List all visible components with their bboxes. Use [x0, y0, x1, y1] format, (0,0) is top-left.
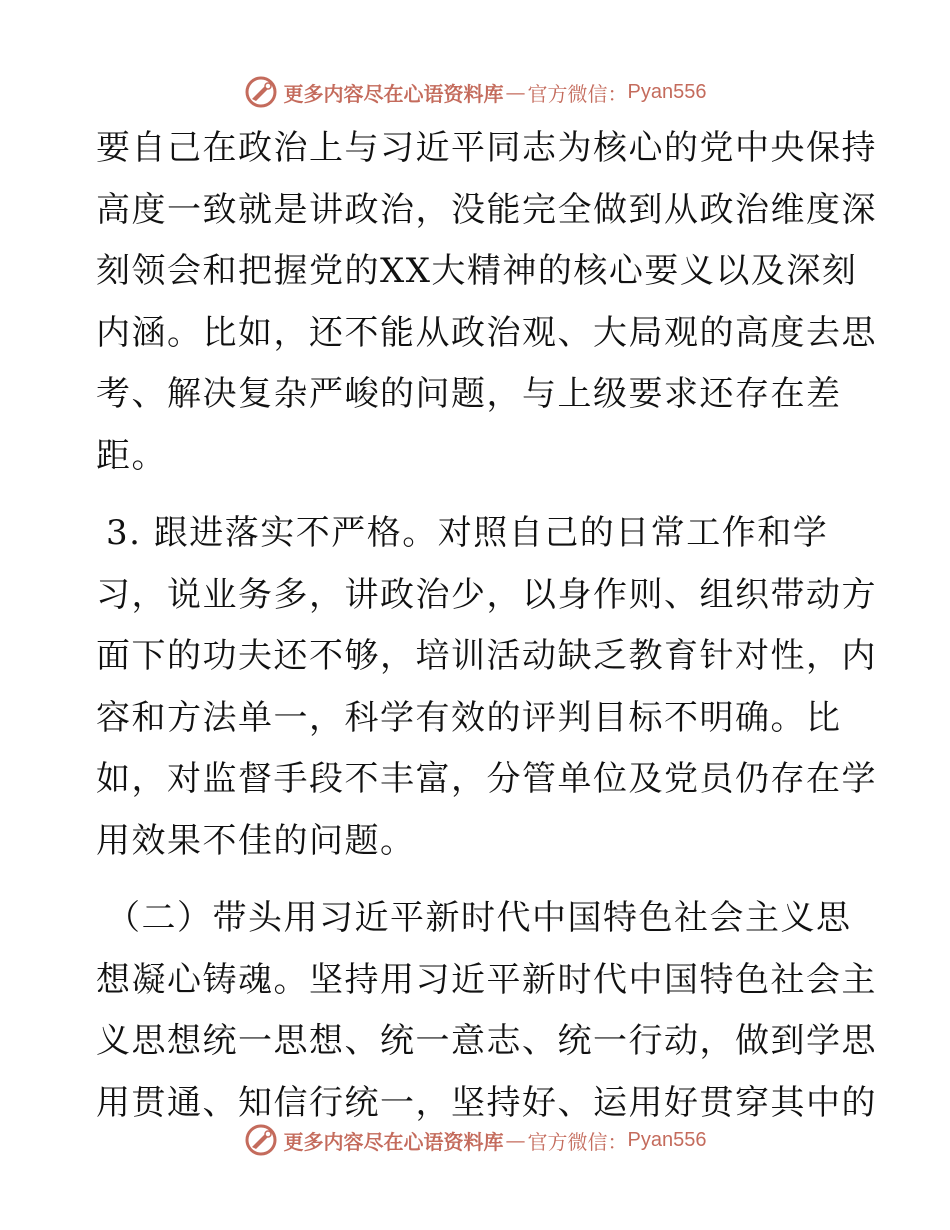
watermark-brand-text: 更多内容尽在心语资料库 — [283, 1129, 504, 1154]
paragraph-2 — [96, 503, 877, 872]
text-line: 如，对监督手段不丰富，分管单位及党员仍存在学 — [96, 759, 877, 799]
document-body — [96, 118, 877, 1134]
paragraph-gap — [96, 872, 856, 888]
text-line: 用效果不佳的问题。 — [96, 820, 416, 861]
text-line: 面下的功夫还不够，培训活动缺乏教育针对性，内 — [96, 636, 877, 676]
text-line: 义思想统一思想、统一意志、统一行动，做到学思 — [96, 1021, 877, 1061]
text-line: 容和方法单一，科学有效的评判目标不明确。比 — [96, 697, 842, 738]
footer-watermark — [0, 1120, 950, 1160]
paragraph-1 — [96, 118, 877, 487]
watermark-separator: — — [505, 80, 526, 104]
watermark-separator: — — [505, 1128, 526, 1152]
watermark-brand-text: 更多内容尽在心语资料库 — [283, 81, 504, 106]
header-watermark — [0, 72, 950, 112]
watermark-handle: Pyan556 — [627, 80, 707, 103]
text-line: 3. 跟进落实不严格。对照自己的日常工作和学 — [106, 513, 829, 553]
text-line: （二）带头用习近平新时代中国特色社会主义思 — [106, 898, 852, 938]
text-line: 想凝心铸魂。坚持用习近平新时代中国特色社会主 — [96, 959, 877, 1000]
text-line: 用贯通、知信行统一，坚持好、运用好贯穿其中的 — [96, 1082, 877, 1123]
paragraph-gap — [96, 487, 856, 503]
watermark-contact-label: 官方微信： — [527, 81, 628, 106]
brand-logo-icon — [244, 1123, 278, 1157]
text-line: 要自己在政治上与习近平同志为核心的党中央保持 — [96, 128, 877, 168]
text-line: 习，说业务多，讲政治少，以身作则、组织带动方 — [96, 574, 877, 615]
text-line: 内涵。比如，还不能从政治观、大局观的高度去思 — [96, 312, 877, 353]
text-line: 距。 — [96, 435, 167, 476]
text-line: 高度一致就是讲政治，没能完全做到从政治维度深 — [96, 189, 877, 230]
watermark-contact-label: 官方微信： — [527, 1129, 628, 1154]
text-line: 考、解决复杂严峻的问题，与上级要求还存在差 — [96, 374, 842, 414]
text-line: 刻领会和把握党的XX大精神的核心要义以及深刻 — [96, 251, 858, 291]
paragraph-3 — [96, 888, 877, 1134]
brand-logo-icon — [244, 75, 278, 109]
watermark-handle: Pyan556 — [627, 1128, 707, 1151]
